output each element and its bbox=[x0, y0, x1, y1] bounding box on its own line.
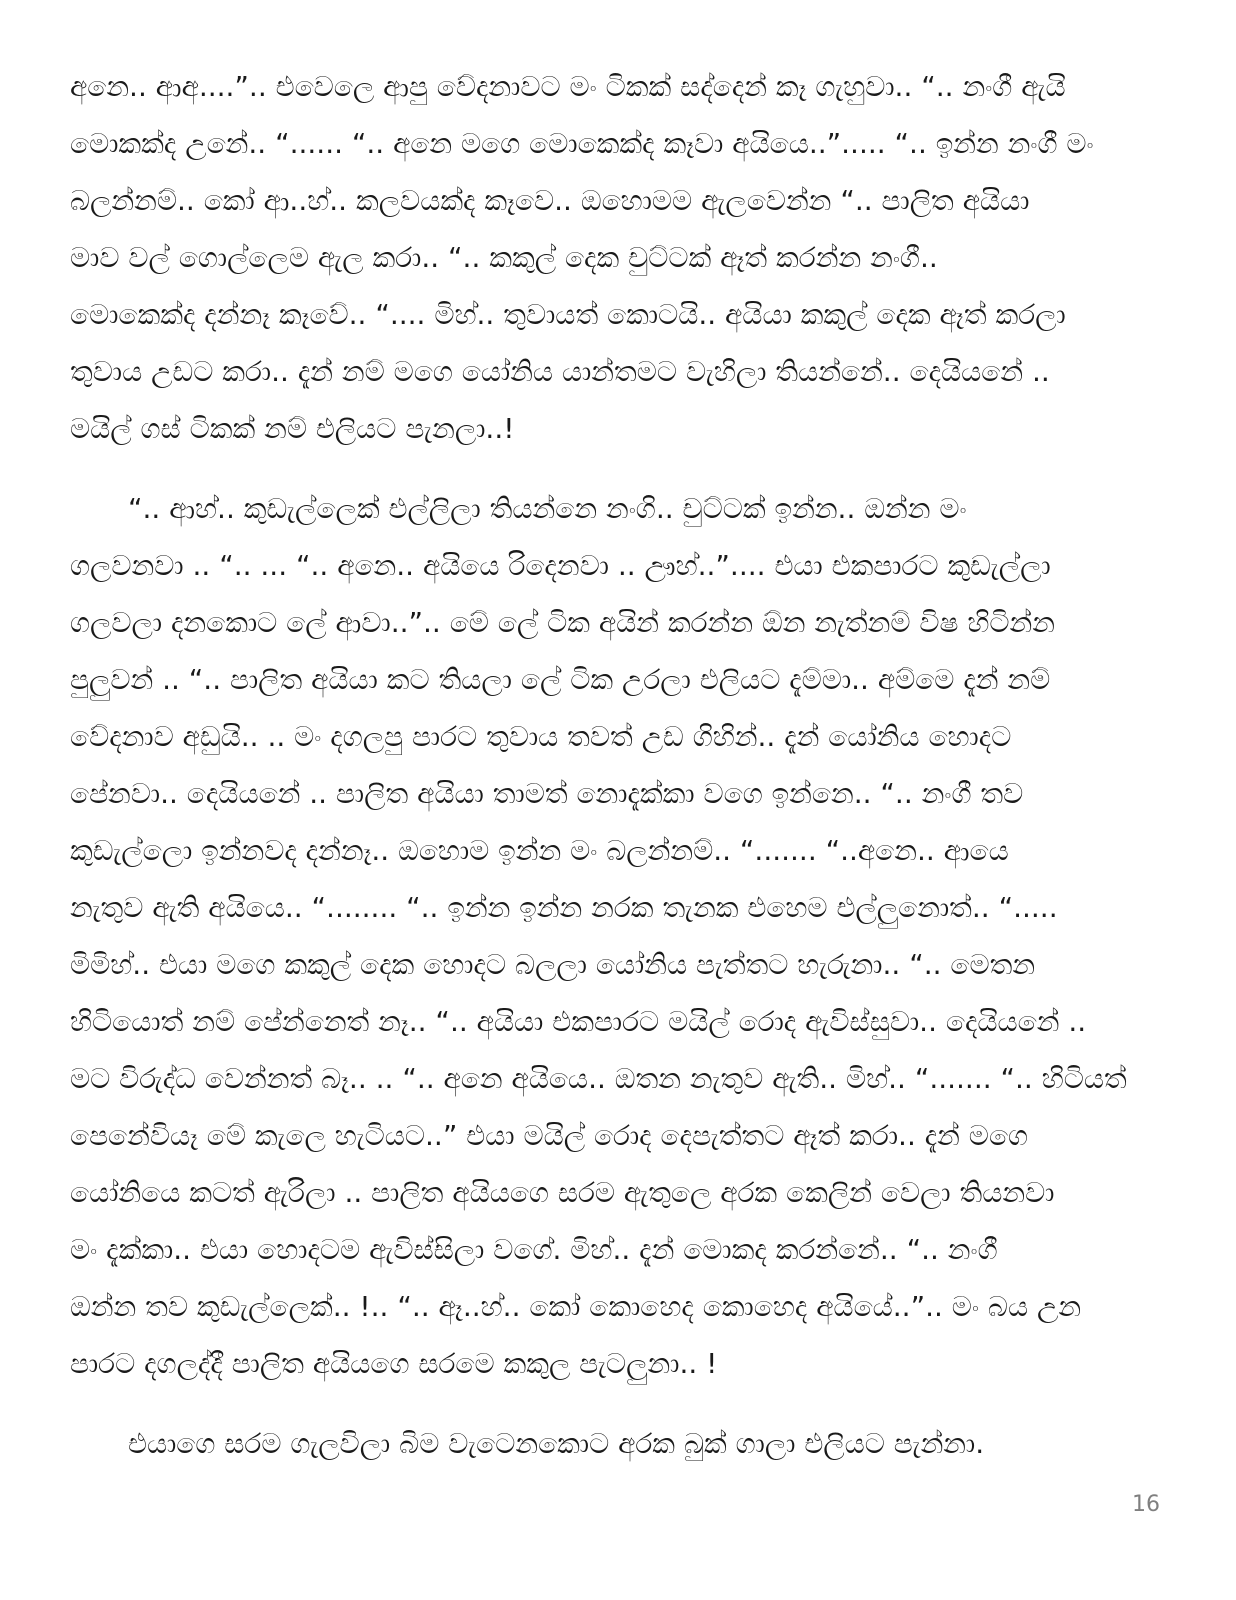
text-line: අනෙ.. ආඅ....”.. එවෙලෙ ආපු වේදනාවට මං ටිකක් සද්දෙන් කෑ ගැහුවා.. “.. නංගී ඇයි bbox=[70, 70, 1066, 103]
text-line: නැතුව ඇති අයියෙ.. “........ “.. ඉන්න ඉන්න නරක තැනක එහෙම එල්ලුනොත්.. “..... bbox=[70, 891, 1058, 924]
document-body bbox=[70, 58, 1170, 1495]
text-line: වේදනාව අඩුයි.. .. මං දගලපු පාරට තුවාය තවත් උඩ ගිහින්.. දැන් යෝනිය හොදට bbox=[70, 720, 1012, 753]
text-line: පෙනේවියෑ මේ කැලෙ හැටියට..” එයා මයිල් රොද දෙපැත්තට ඈත් කරා.. දැන් මගෙ bbox=[70, 1119, 1029, 1152]
text-line: එයාගෙ සරම ගැලවිලා බිම වැටෙනකොට අරක බුක් ගාලා එලියට පැන්නා. bbox=[128, 1427, 985, 1460]
text-line: මාව වල් ගොල්ලෙම ඇල කරා.. “.. කකුල් දෙක චුට්ටක් ඈත් කරන්න නංගී.. bbox=[70, 241, 938, 274]
text-line: මට විරුද්ධ වෙන්නත් බෑ.. .. “.. අනෙ අයියෙ.. ඔතන නැතුව ඇති.. මිහ්.. “....... “.. හිටියත් bbox=[70, 1062, 1127, 1095]
text-line: බලන්නම්.. කෝ ආ..හ්.. කලවයක්ද කෑවෙ.. ඔහොමම ඇලවෙන්න “.. පාලිත අයියා bbox=[70, 184, 1030, 217]
text-line: ගලවනවා .. “.. ... “.. අනෙ.. අයියෙ රිදෙනවා .. ඌහ්..”.... එයා එකපාරට කුඩැල්ලා bbox=[70, 549, 1051, 582]
paragraph bbox=[70, 58, 1170, 457]
paragraph bbox=[70, 480, 1170, 1392]
text-line: පේනවා.. දෙයියනේ .. පාලිත අයියා තාමත් නොදැක්කා වගෙ ඉන්නෙ.. “.. නංගී තව bbox=[70, 777, 1024, 810]
text-line: මං දැක්කා.. එයා හොදටම ඇවිස්සිලා වගේ. මිහ්.. දැන් මොකද කරන්නේ.. “.. නංගී bbox=[70, 1233, 998, 1266]
text-line: ඔන්න තව කුඩැල්ලෙක්.. !.. “.. ඈ..හ්.. කෝ කොහෙද කොහෙද අයියේ..”.. මං බය උන bbox=[70, 1290, 1082, 1323]
text-line: මොකෙක්ද දන්නෑ කෑවේ.. “.... මිහ්.. තුවායත් කොටයි.. අයියා කකුල් දෙක ඈත් කරලා bbox=[70, 298, 1066, 331]
text-line: මොකක්ද උනේ.. “...... “.. අනෙ මගෙ මොකෙක්ද කෑවා අයියෙ..”..... “.. ඉන්න නංගී මං bbox=[70, 127, 1094, 160]
text-line: ගලවලා දනකොට ලේ ආවා..”.. මේ ලේ ටික අයින් කරන්න ඕන නැත්නම් විෂ හිටින්න bbox=[70, 606, 1056, 639]
text-line: මිමිහ්.. එයා මගෙ කකුල් දෙක හොදට බලලා යෝනිය පැත්තට හැරුනා.. “.. මෙතන bbox=[70, 948, 1036, 981]
text-line: තුවාය උඩට කරා.. දැන් නම් මගෙ යෝනිය යාන්තමට වැහිලා තියන්නේ.. දෙයියනේ .. bbox=[70, 355, 1050, 388]
paragraph bbox=[70, 1415, 1170, 1472]
page-number: 16 bbox=[1132, 1492, 1160, 1517]
text-line: කුඩැල්ලො ඉන්නවද දන්නෑ.. ඔහොම ඉන්න මං බලන්නම්.. “....... “..අනෙ.. ආයෙ bbox=[70, 834, 1009, 867]
text-line: “.. ආහ්.. කුඩැල්ලෙක් එල්ලිලා තියන්නෙ නංගි.. චුට්ටක් ඉන්න.. ඔන්න මං bbox=[128, 492, 967, 525]
text-line: මයිල් ගස් ටිකක් නම් එලියට පැනලා..! bbox=[70, 412, 515, 445]
text-line: පාරට දගලද්දී පාලිත අයියගෙ සරමෙ කකුල පැටලුනා.. ! bbox=[70, 1347, 718, 1380]
text-line: යෝනියෙ කටත් ඇරිලා .. පාලිත අයියගෙ සරම ඇතුලෙ අරක කෙලින් වෙලා තියනවා bbox=[70, 1176, 1055, 1209]
text-line: හිටියොත් නම් පේන්නෙත් නෑ.. “.. අයියා එකපාරට මයිල් රොද ඇවිස්සුවා.. දෙයියනේ .. bbox=[70, 1005, 1087, 1038]
text-line: පුලුවන් .. “.. පාලිත අයියා කට තියලා ලේ ටික උරලා එලියට දැම්මා.. අම්මෙ දැන් නම් bbox=[70, 663, 1051, 696]
